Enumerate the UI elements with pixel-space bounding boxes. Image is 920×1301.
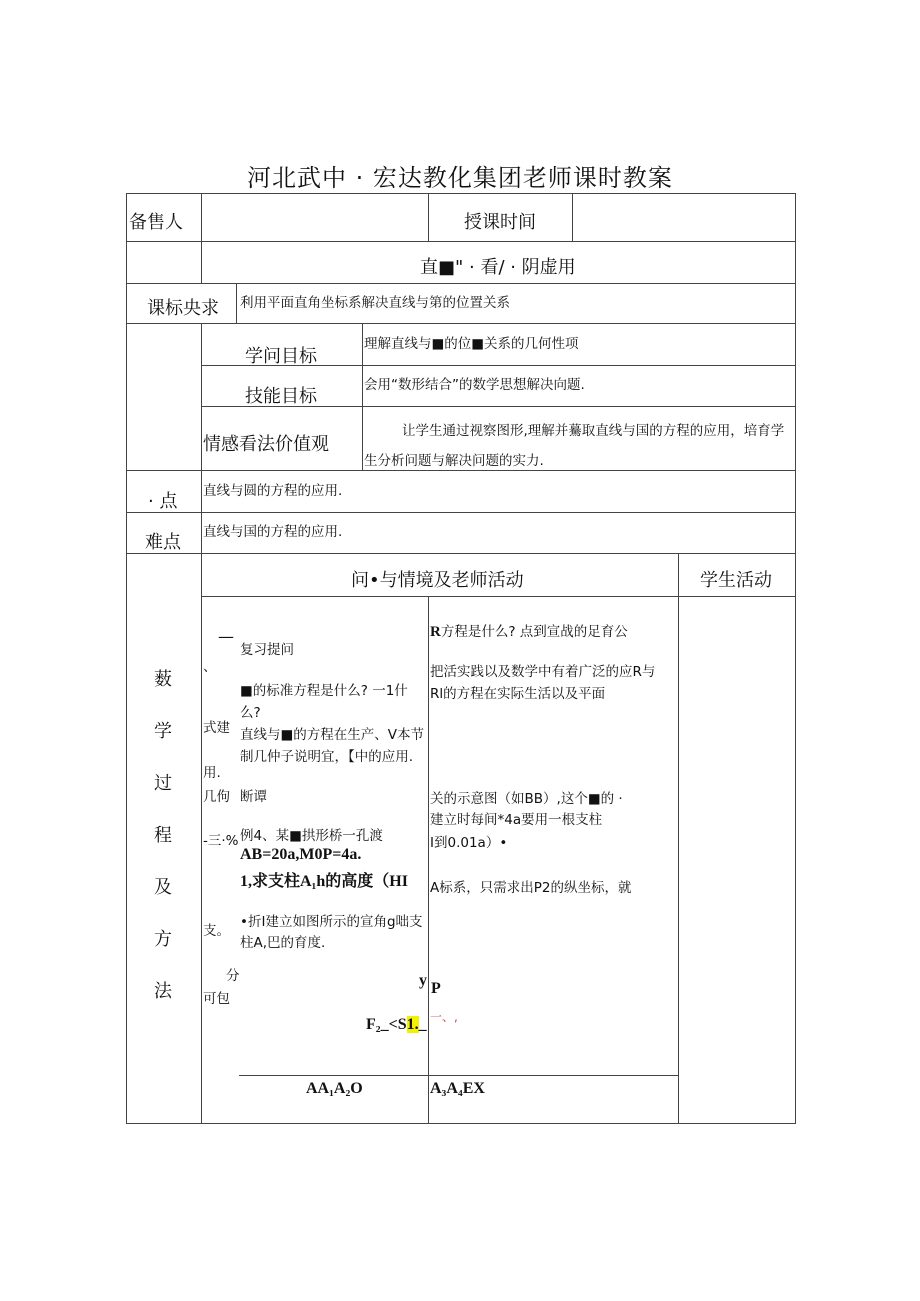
left-fragment: 支。 [203, 923, 230, 939]
left-fragment: -三·% [203, 833, 239, 849]
attitude-goal-label: 情感看法价值观 [203, 434, 329, 455]
teacher-activity-header: 问•与情境及老师活动 [351, 570, 524, 591]
left-fragment: 式建 [203, 720, 230, 736]
figure-red-mark: 一、, [430, 1010, 458, 1024]
section-dash: — [218, 627, 234, 646]
figure-axis-points-left: AA₁A₂O [306, 1080, 363, 1097]
figure-p-label: P [431, 980, 441, 997]
figure-point-label: F₂_<S1._ [366, 1016, 427, 1033]
example-line: 1,求支柱A₁h的高度（HI [240, 873, 408, 890]
side-char: 学 [154, 721, 172, 742]
left-fragment: 几佝 [203, 789, 230, 805]
continued-line: I到0.01a）• [430, 835, 508, 851]
figure-y-axis-label: y [419, 972, 427, 989]
continued-line: 把活实践以及数学中有着广泛的应R与 [430, 664, 656, 680]
lesson-topic: 直■" · 看/ · 阴虚用 [420, 257, 576, 278]
figure-axis-points-right: A₃A₄EX [430, 1080, 485, 1097]
standard-text: 利用平面直角坐标系解决直线与第的位置关系 [240, 295, 510, 311]
key-point-text: 直线与圆的方程的应用. [203, 483, 343, 499]
review-heading: 复习提问 [240, 642, 294, 658]
side-char: 薮 [154, 669, 172, 690]
continued-line: R方程是什么? 点到宣战的足育公 [430, 624, 628, 640]
example-line: •折I建立如图所示的宣角g咄支 [240, 914, 423, 930]
question-line: 么? [240, 705, 261, 721]
continued-line: 建立时每间*4a要用一根支柱 [430, 812, 603, 828]
document-title: 河北武中 · 宏达教化集团老师课时教案 [247, 164, 673, 192]
preparer-label: 备售人 [129, 212, 183, 233]
side-char: 过 [154, 773, 172, 794]
left-fragment: 用. [203, 765, 221, 781]
left-fragment: 分 [226, 968, 240, 984]
skill-goal-label: 技能目标 [245, 386, 317, 407]
left-fragment: 可包 [203, 991, 230, 1007]
question-line: ■的标准方程是什么? 一1什 [240, 683, 408, 699]
student-activity-header: 学生活动 [700, 570, 772, 591]
knowledge-goal-text: 理解直线与■的位■关系的几何性项 [364, 336, 579, 352]
difficulty-text: 直线与国的方程的应用. [203, 524, 343, 540]
example-line: AB=20a,M0P=4a. [240, 846, 362, 863]
continued-line: Rl的方程在实际生活以及平面 [430, 686, 606, 702]
key-point-label: · 点 [148, 491, 178, 512]
side-char: 及 [154, 877, 172, 898]
example-line: 柱A,巴的育度. [240, 935, 326, 951]
attitude-goal-text-line2: 生分析问题与解决问题的实力. [364, 453, 544, 469]
skill-goal-text: 会用“数形结合”的数学思想解决向题. [364, 377, 585, 393]
question-line: 断谭 [240, 789, 267, 805]
class-time-label: 授课时间 [464, 212, 536, 233]
continued-line: A标系，只需求出P2的纵坐标，就 [430, 880, 632, 896]
section-mark: 、 [203, 659, 217, 675]
question-line: 制几仲子说明宜，【中的应用. [240, 749, 414, 765]
standard-label: 课标央求 [147, 298, 219, 319]
side-char: 方 [154, 929, 172, 950]
continued-line: 关的示意图（如BB）,这个■的 · [430, 791, 623, 807]
attitude-goal-text-line1: 让学生通过视察图形,理解并驀取直线与国的方程的应用，培育学 [402, 423, 785, 439]
example-line: 例4、某■拱形桥一孔渡 [240, 828, 383, 844]
highlighted-value: 1. [406, 1016, 419, 1033]
side-char: 程 [154, 825, 172, 846]
difficulty-label: 难点 [145, 532, 181, 553]
question-line: 直线与■的方程在生产、V本节 [240, 727, 424, 743]
knowledge-goal-label: 学问目标 [245, 346, 317, 367]
side-char: 法 [154, 981, 172, 1002]
